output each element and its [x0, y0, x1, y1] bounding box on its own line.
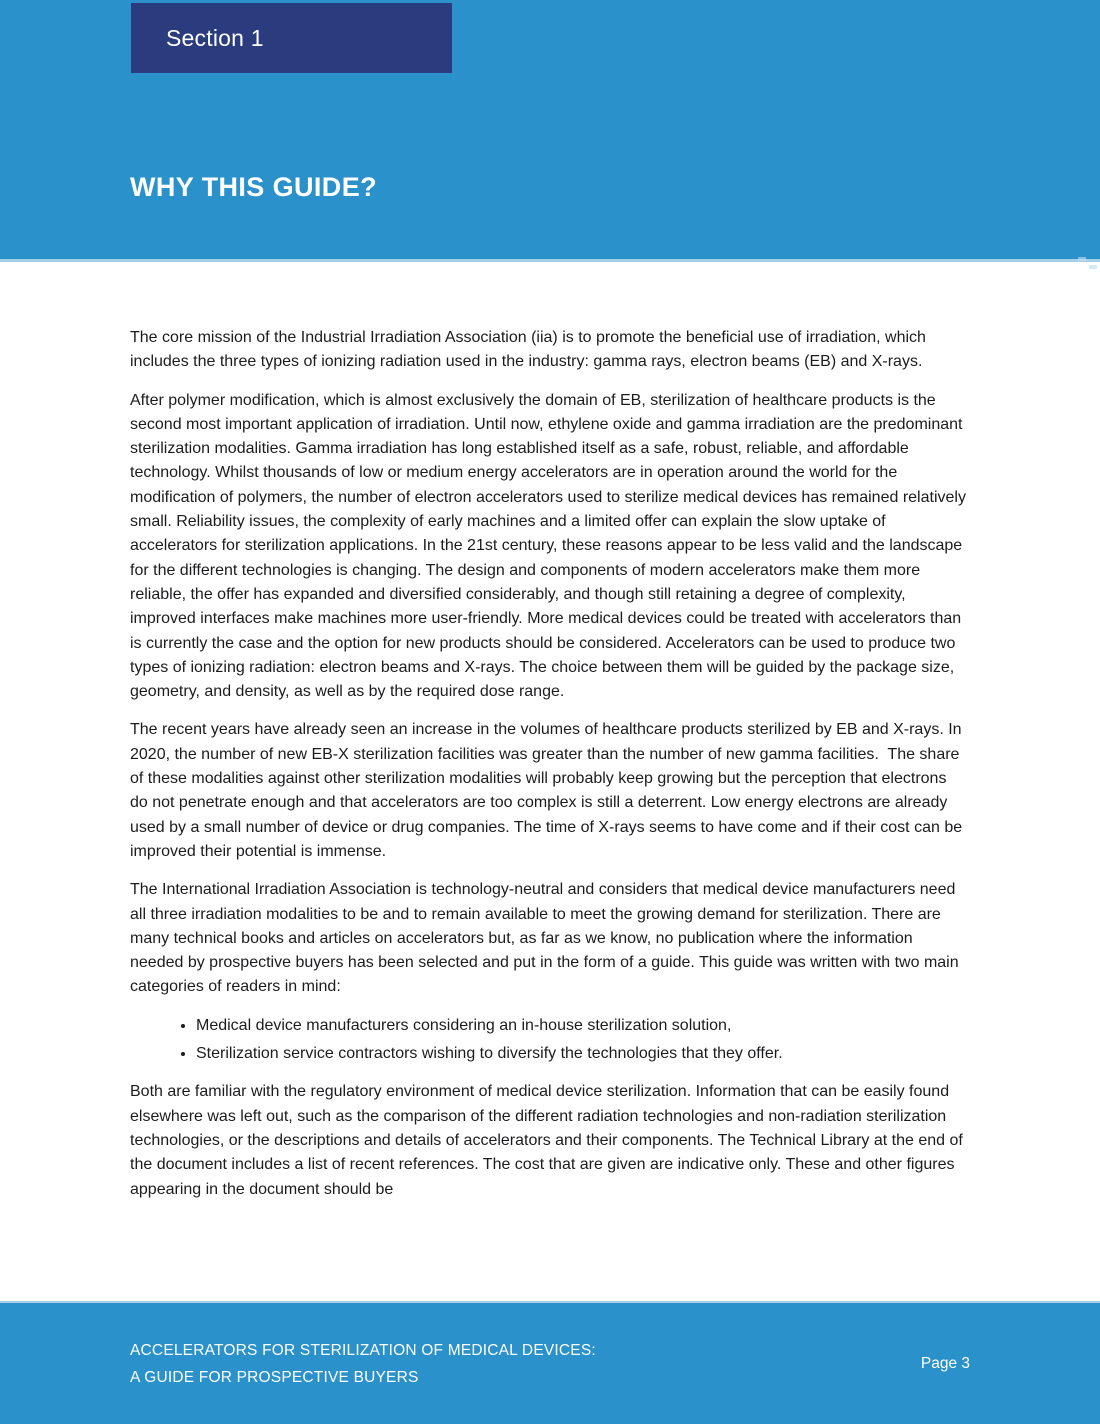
paragraph-core-mission: The core mission of the Industrial Irradiation Association (iia) is to promote the beneficial use of irradiation, which includes the three types of ionizing radiation used in the industry: gamma rays, electron beams (EB) and X-rays.: [130, 329, 931, 371]
paragraph-regulatory-environment: Both are familiar with the regulatory environment of medical device sterilization. Information that can be easily found elsewhere was left out, such as the comparison of the different radiation technologies and non-radiation sterilization technologies, or the descriptions and details of accelerators and their components. The Technical Library at the end of the document includes a list of recent references. The cost that are given are indicative only. These and other figures appearing in the document should be: [130, 1083, 968, 1198]
page-title: WHY THIS GUIDE?: [130, 172, 378, 202]
footer-document-title: [130, 1337, 596, 1391]
stray-mark: [1078, 257, 1086, 261]
section-label: Section 1: [166, 24, 264, 51]
paragraph-recent-years: The recent years have already seen an increase in the volumes of healthcare products sterilized by EB and X-rays. In 2020, the number of new EB-X sterilization facilities was greater than the number of new gamma facilities. The share of these modalities against other sterilization modalities will probably keep growing but the perception that electrons do not penetrate enough and that accelerators are too complex is still a deterrent. Low energy electrons are already used by a small number of device or drug companies. The time of X-rays seems to have come and if their cost can be improved their potential is immense.: [130, 721, 967, 860]
stray-mark: [1089, 265, 1097, 269]
document-body: [130, 262, 971, 1216]
section-tab: [131, 3, 452, 73]
list-item-device-manufacturers: • Medical device manufacturers considering an in-house sterilization solution,: [196, 1014, 968, 1038]
page-number: Page 3: [920, 1354, 970, 1372]
reader-categories-list: [130, 1014, 968, 1067]
footer-band: [0, 1301, 1100, 1424]
paragraph-technology-neutral: The International Irradiation Association is technology-neutral and considers that medical device manufacturers need all three irradiation modalities to be and to remain available to meet the growing demand for sterilization. There are many technical books and articles on accelerators but, as far as we know, no publication where the information needed by prospective buyers has been selected and put in the form of a guide. This guide was written with two main categories of readers in mind:: [130, 881, 964, 996]
footer-title-line1: ACCELERATORS FOR STERILIZATION OF MEDICAL DEVICES:: [130, 1341, 596, 1359]
paragraph-polymer-modification: After polymer modification, which is almost exclusively the domain of EB, sterilization of healthcare products is the second most important application of irradiation. Until now, ethylene oxide and gamma irradiation are the predominant sterilization modalities. Gamma irradiation has long established itself as a safe, robust, reliable, and affordable technology. Whilst thousands of low or medium energy accelerators are in operation around the world for the modification of polymers, the number of electron accelerators used to sterilize medical devices has remained relatively small. Reliability issues, the complexity of early machines and a limited offer can explain the slow uptake of accelerators for sterilization applications. In the 21st century, these reasons appear to be less valid and the landscape for the different technologies is changing. The design and components of modern accelerators make them more reliable, the offer has expanded and diversified considerably, and though still retaining a degree of complexity, improved interfaces make machines more user-friendly. More medical devices could be treated with accelerators than is currently the case and the option for new products should be considered. Accelerators can be used to produce two types of ionizing radiation: electron beams and X-rays. The choice between them will be guided by the package size, geometry, and density, as well as by the required dose range.: [130, 391, 971, 701]
header-band: [0, 0, 1100, 262]
list-item-service-contractors: • Sterilization service contractors wishing to diversify the technologies that they offer.: [196, 1042, 968, 1066]
footer-title-line2: A GUIDE FOR PROSPECTIVE BUYERS: [130, 1368, 419, 1386]
